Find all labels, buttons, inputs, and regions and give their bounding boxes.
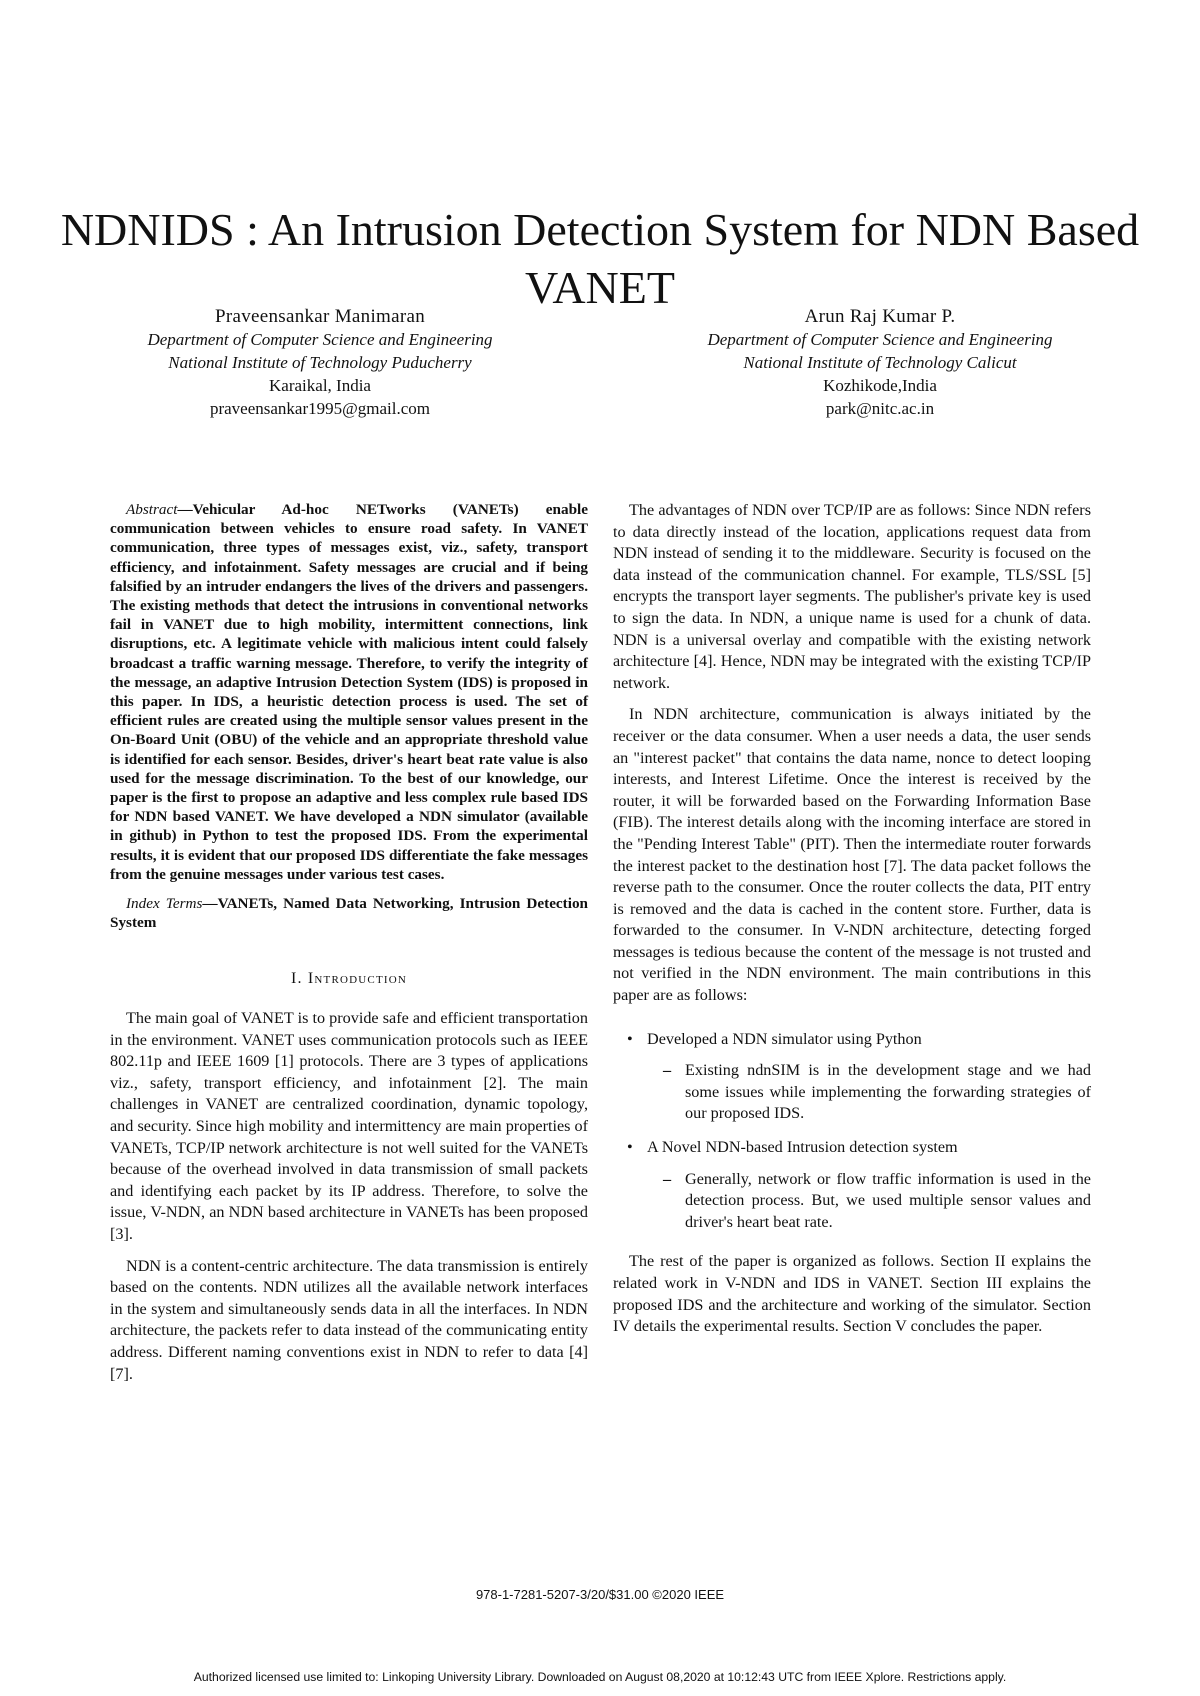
sub-list-item: – Generally, network or flow traffic information is used in the detection process. But, we used multiple sensor values and driver's heart beat rate. — [647, 1169, 1091, 1234]
sub-list — [647, 1169, 1091, 1234]
contributions-list — [613, 1029, 1091, 1234]
body-paragraph-advantages: The advantages of NDN over TCP/IP are as follows: Since NDN refers to data directly instead of the location, applications request data from NDN instead of sending it to the middleware. Security is focused on the data instead of the communication channel. For example, TLS/SSL [5] encrypts the transport layer segments. The publisher's private key is used to sign the data. In NDN, a unique name is used for a chunk of data. NDN is a universal overlay and compatible with the existing network architecture [4]. Hence, NDN may be integrated with the existing TCP/IP network. — [613, 501, 1091, 692]
author-institute: National Institute of Technology Calicut — [743, 353, 1017, 372]
sub-list — [647, 1060, 1091, 1125]
abstract-text: Vehicular Ad-hoc NETworks (VANETs) enable communication between vehicles to ensure road safety. In VANET communication, three types of messages exist, viz., safety, transport efficiency, and infotainment. Safety messages are crucial and if being falsified by an intruder endangers the lives of the drivers and passengers. The existing methods that detect the intrusions in conventional networks fail in VANET due to high mobility, intermittent connections, link disruptions, etc. A legitimate vehicle with malicious intent could falsely broadcast a traffic warning message. Therefore, to verify the integrity of the message, an adaptive Intrusion Detection System (IDS) is proposed in this paper. In IDS, a heuristic detection process is used. The set of efficient rules are created using the multiple sensor values present in the On-Board Unit (OBU) of the vehicle and an appropriate threshold value is identified for each sensor. Besides, driver's heart beat rate value is also used for the message discrimination. To the best of our knowledge, our paper is the first to propose an adaptive and less complex rule based IDS for NDN based VANET. We have developed a NDN simulator (available in github) in Python to test the proposed IDS. From the experimental results, it is evident that our proposed IDS differentiate the fake messages from the genuine messages under various test cases. — [110, 501, 588, 883]
contribution-text: A Novel NDN-based Intrusion detection system — [647, 1138, 958, 1157]
author-location: Kozhikode,India — [823, 376, 937, 395]
intro-paragraph-1: The main goal of VANET is to provide safe and efficient transportation in the environment. VANET uses communication protocols such as IEEE 802.11p and IEEE 1609 [1] protocols. There are 3 types of applications viz., safety, transport efficiency, and infotainment [2]. The main challenges in VANET are centralized coordination, dynamic topology, and security. Since high mobility and intermittency are main properties of VANETs, TCP/IP network architecture is not well suited for the VANETs because of the overhead involved in data transmission of small packets and identifying each packet by its IP address. Therefore, to solve the issue, V-NDN, an NDN based architecture in VANETs has been proposed [3]. — [110, 1009, 588, 1243]
author-email: park@nitc.ac.in — [825, 399, 935, 418]
list-item — [613, 1137, 1091, 1233]
abstract-label: Abstract — [126, 501, 178, 518]
index-terms: VANETs, Named Data Networking, Intrusion Detection System — [110, 895, 588, 932]
footer-isbn: 978-1-7281-5207-3/20/$31.00 ©2020 IEEE — [475, 1587, 725, 1602]
author-department: Department of Computer Science and Engineering — [147, 330, 493, 349]
left-column — [110, 500, 588, 1385]
author-block-1 — [40, 305, 600, 420]
section-heading-introduction: I. Introduction — [290, 970, 408, 988]
contribution-text: Developed a NDN simulator using Python — [647, 1029, 922, 1048]
index-terms-label: Index Terms — [126, 895, 203, 913]
list-item — [613, 1029, 1091, 1125]
intro-paragraph-2: NDN is a content-centric architecture. The data transmission is entirely based on the contents. NDN utilizes all the available network interfaces in the system and simultaneously sends data in all the interfaces. In NDN architecture, the packets refer to data instead of the communicating entity address. Different naming conventions exist in NDN to refer to data [4] [7]. — [110, 1256, 588, 1383]
paper-title: NDNIDS : An Intrusion Detection System for NDN Based VANET — [60, 203, 1140, 313]
author-institute: National Institute of Technology Puducherry — [168, 353, 472, 372]
body-paragraph-architecture: In NDN architecture, communication is always initiated by the receiver or the data consumer. When a user needs a data, the user sends an "interest packet" that contains the data name, nonce to detect looping interests, and Interest Lifetime. Once the interest is received by the router, it will be forwarded based on the Forwarding Information Base (FIB). The interest details along with the incoming interface are stored in the "Pending Interest Table" (PIT). Then the intermediate router forwards the interest packet to the destination host [7]. The data packet follows the reverse path to the consumer. Once the router collects the data, PIT entry is removed and the data is cached in the content store. Further, data is forwarded to the consumer. In V-NDN architecture, detecting forged messages is tedious because the content of the message is not trusted and not verified in the NDN environment. The main contributions in this paper are as follows: — [613, 705, 1091, 1005]
author-email: praveensankar1995@gmail.com — [209, 399, 431, 418]
right-column — [613, 500, 1091, 1338]
body-paragraph-organization: The rest of the paper is organized as follows. Section II explains the related work in V-NDN and IDS in VANET. Section III explains the proposed IDS and the architecture and working of the simulator. Section IV details the experimental results. Section V concludes the paper. — [613, 1252, 1091, 1336]
author-block-2 — [600, 305, 1160, 420]
sub-list-item: – Existing ndnSIM is in the development stage and we had some issues while implementing the forwarding strategies of our proposed IDS. — [647, 1060, 1091, 1125]
author-name: Praveensankar Manimaran — [214, 306, 425, 327]
abstract: Abstract—Vehicular Ad-hoc NETworks (VANETs) enable communication between vehicles to ensure road safety. In VANET communication, three types of messages exist, viz., safety, transport efficiency, and infotainment. Safety messages are crucial and if being falsified by an intruder endangers the lives of the drivers and passengers. The existing methods that detect the intrusions in conventional networks fail in VANET due to high mobility, intermittent connections, link disruptions, etc. A legitimate vehicle with malicious intent could falsely broadcast a traffic warning message. Therefore, to verify the integrity of the message, an adaptive Intrusion Detection System (IDS) is proposed in this paper. In IDS, a heuristic detection process is used. The set of efficient rules are created using the multiple sensor values present in the On-Board Unit (OBU) of the vehicle and an appropriate threshold value is identified for each sensor. Besides, driver's heart beat rate value is also used for the message discrimination. To the best of our knowledge, our paper is the first to propose an adaptive and less complex rule based IDS for NDN based VANET. We have developed a NDN simulator (available in github) in Python to test the proposed IDS. From the experimental results, it is evident that our proposed IDS differentiate the fake messages from the genuine messages under various test cases. Index Terms—VANETs, Named Data Networking, Intrusion Detection System — [110, 501, 588, 932]
author-name: Arun Raj Kumar P. — [804, 306, 956, 327]
author-department: Department of Computer Science and Engineering — [707, 330, 1053, 349]
footer-license: Authorized licensed use limited to: Linkoping University Library. Downloaded on August 08,2020 at 10:12:43 UTC from IEEE Xplore. Restrictions apply. — [193, 1670, 1007, 1684]
author-location: Karaikal, India — [269, 376, 371, 395]
